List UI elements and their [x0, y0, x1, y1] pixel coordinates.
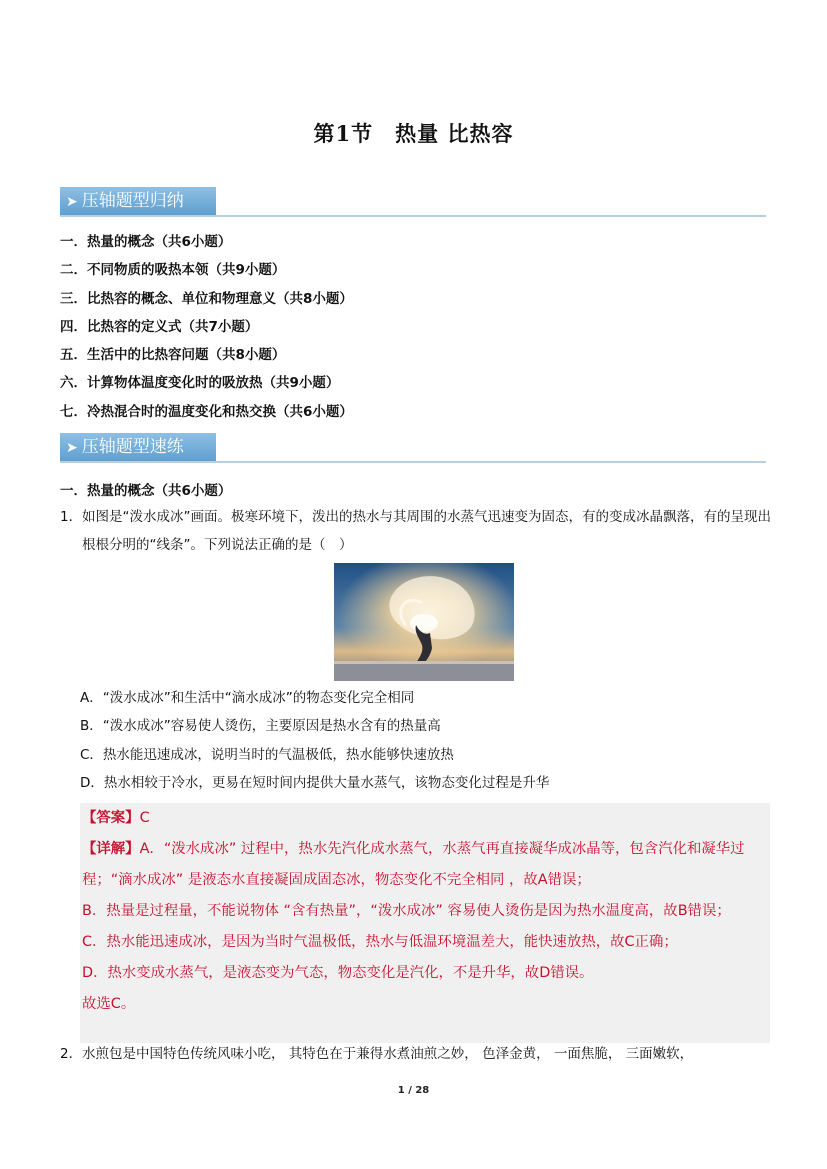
banner-tab: [60, 187, 216, 215]
banner-rule: [60, 461, 766, 463]
banner-tab: [60, 433, 216, 461]
arrow-icon: ➤: [66, 440, 78, 456]
topic-item: 六．计算物体温度变化时的吸放热（共9小题）: [60, 375, 340, 392]
banner-label: 压轴题型速练: [81, 437, 184, 457]
option-a: A．“泼水成冰”和生活中“滴水成冰”的物态变化完全相同: [80, 690, 415, 706]
detail-label: 【详解】: [82, 841, 140, 857]
detail-a: [82, 834, 768, 896]
topic-item: 四．比热容的定义式（共7小题）: [60, 318, 259, 335]
question-1: [60, 503, 772, 559]
answer-line: [82, 803, 768, 834]
answer-value: C: [139, 810, 150, 826]
page-title: 第1节 热量 比热容: [313, 121, 514, 146]
topic-item: 二．不同物质的吸热本领（共9小题）: [60, 262, 286, 279]
splash-ice-photo: [334, 563, 514, 681]
banner-label: 压轴题型归纳: [81, 191, 184, 211]
topic-item: 五．生活中的比热容问题（共8小题）: [60, 347, 286, 364]
detail-b: B．热量是过程量，不能说物体 “含有热量”，“泼水成冰” 容易使人烫伤是因为热水温度高，故B错误；: [82, 903, 731, 919]
detail-c: C．热水能迅速成冰，是因为当时气温极低，热水与低温环境温差大，能快速放热，故C正确；: [82, 934, 678, 950]
detail-d: D．热水变成水蒸气，是液态变为气态，物态变化是汽化，不是升华，故D错误。: [82, 965, 594, 981]
topic-item: 七．冷热混合时的温度变化和热交换（共6小题）: [60, 403, 353, 420]
question-stem: 如图是“泼水成冰”画面。极寒环境下，泼出的热水与其周围的水蒸气迅速变为固态，有的变成冰晶飘落，有的呈现出根根分明的“线条”。下列说法正确的是（ ）: [82, 509, 771, 553]
question-2: [60, 1044, 693, 1064]
page-number: 1 / 28: [397, 1085, 430, 1096]
topic-item: 三．比热容的概念、单位和物理意义（共8小题）: [60, 290, 353, 307]
answer-box: [80, 803, 770, 1043]
detail-a-text: A．“泼水成冰” 过程中，热水先汽化成水蒸气，水蒸气再直接凝华成冰晶等，包含汽化和凝华过程；“滴水成冰” 是液态水直接凝固成固态冰，物态变化不完全相同 ，故A错误；: [82, 841, 745, 888]
question-number: 1．: [60, 509, 83, 525]
photo-illustration: [334, 563, 514, 681]
option-c: C．热水能迅速成冰，说明当时的气温极低，热水能够快速放热: [80, 746, 454, 763]
topic-item: 一．热量的概念（共6小题）: [60, 234, 232, 250]
section-heading: 一．热量的概念（共6小题）: [60, 483, 232, 499]
conclusion: 故选C。: [82, 996, 136, 1012]
option-d: D．热水相较于冷水，更易在短时间内提供大量水蒸气，该物态变化过程是升华: [80, 774, 550, 791]
topic-list: [60, 232, 353, 430]
banner-rule: [60, 215, 766, 217]
section-banner-practice: [60, 433, 766, 463]
option-list: [80, 688, 549, 801]
section-banner-summary: [60, 187, 766, 217]
question-stem: 水煎包是中国特色传统风味小吃， 其特色在于兼得水煮油煎之妙， 色泽金黄， 一面焦脆， 三面嫩软，: [82, 1046, 694, 1062]
question-number: 2．: [60, 1046, 83, 1062]
option-b: B．“泼水成冰”容易使人烫伤，主要原因是热水含有的热量高: [80, 718, 441, 735]
answer-label: 【答案】: [82, 810, 140, 826]
arrow-icon: ➤: [66, 194, 78, 210]
